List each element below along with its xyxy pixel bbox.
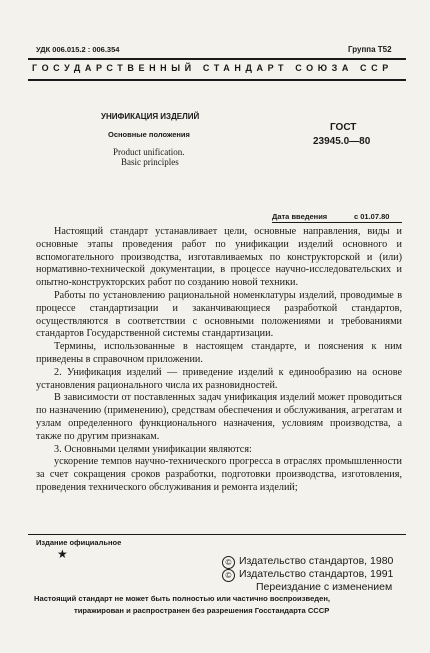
standard-title: ГОСУДАРСТВЕННЫЙ СТАНДАРТ СОЮЗА ССР [32,63,393,73]
paragraph-terms: Термины, использованные в настоящем стандарте, и пояснения к ним приведены в справочном приложении. [36,341,402,365]
paragraph-goals-heading: 3. Основными целями унификации являются: [54,443,252,455]
footer-rule [28,534,406,535]
introduction-date-label: Дата введения [272,212,328,221]
copyright-notice-line-1: Настоящий стандарт не может быть полностью или частично воспроизведен, [34,594,331,603]
reprint-note: Переиздание с изменением [256,581,393,593]
copyright-1991-text: Издательство стандартов, 1991 [239,568,394,580]
body-text [36,226,402,495]
paragraph-definition: 2. Унификация изделий — приведение изделий к единообразию на основе установления рационального числа их разновидностей. [36,366,402,391]
copyright-1980 [222,555,393,569]
paragraph-nomenclature: Работы по установлению рациональной номенклатуры изделий, проводимые в процессе стандартизации и заканчивающиеся разработкой стандартов, осуществляются в соответствии с основными положениями и требованиями стандартов Государственной системы стандартизации. [36,289,402,340]
edition-label: Издание официальное [36,538,122,547]
copyright-notice-line-2: тиражирован и распространен без разрешения Госстандарта СССР [74,606,330,615]
star-icon: ★ [57,547,68,561]
copyright-icon: © [222,556,235,569]
english-title-line-1: Product unification. [113,147,185,157]
udk-code: УДК 006.015.2 : 006.354 [36,45,120,54]
gost-label: ГОСТ [330,122,357,133]
gost-number: 23945.0—80 [313,136,371,147]
copyright-1991 [222,568,393,582]
document-subtitle: Основные положения [108,130,190,139]
paragraph-scope: Настоящий стандарт устанавливает цели, основные направления, виды и основные этапы проведения работ по унификации изделий основного и вспомогательного производства, изготавливаемых по конструкторской и (или) нормативно-технической документации, в процессе научно-исследовательских и опытно-конструкторских работ по созданию новой техники. [36,226,402,289]
copyright-icon: © [222,569,235,582]
group-code: Группа Т52 [348,45,392,54]
top-rule [28,58,406,60]
copyright-1980-text: Издательство стандартов, 1980 [239,555,394,567]
top-rule-lower [28,79,406,81]
date-underline [272,222,402,223]
paragraph-goal-1: ускорение темпов научно-технического прогресса в отраслях промышленности за счет сокращения сроков разработки, подготовки производства, изготовления, проведения технического обслуживания и ремонта изделий; [36,456,402,493]
paragraph-directions: В зависимости от поставленных задач унификация изделий может проводиться по назначению (применению), средствам обеспечения и обслуживания, агрегатам и узлам определенного функционального назначения, условиям производства, а также по другим признакам. [36,392,402,442]
introduction-date: с 01.07.80 [354,212,390,221]
document-title: УНИФИКАЦИЯ ИЗДЕЛИЙ [101,112,200,121]
english-title-line-2: Basic principles [121,157,179,167]
